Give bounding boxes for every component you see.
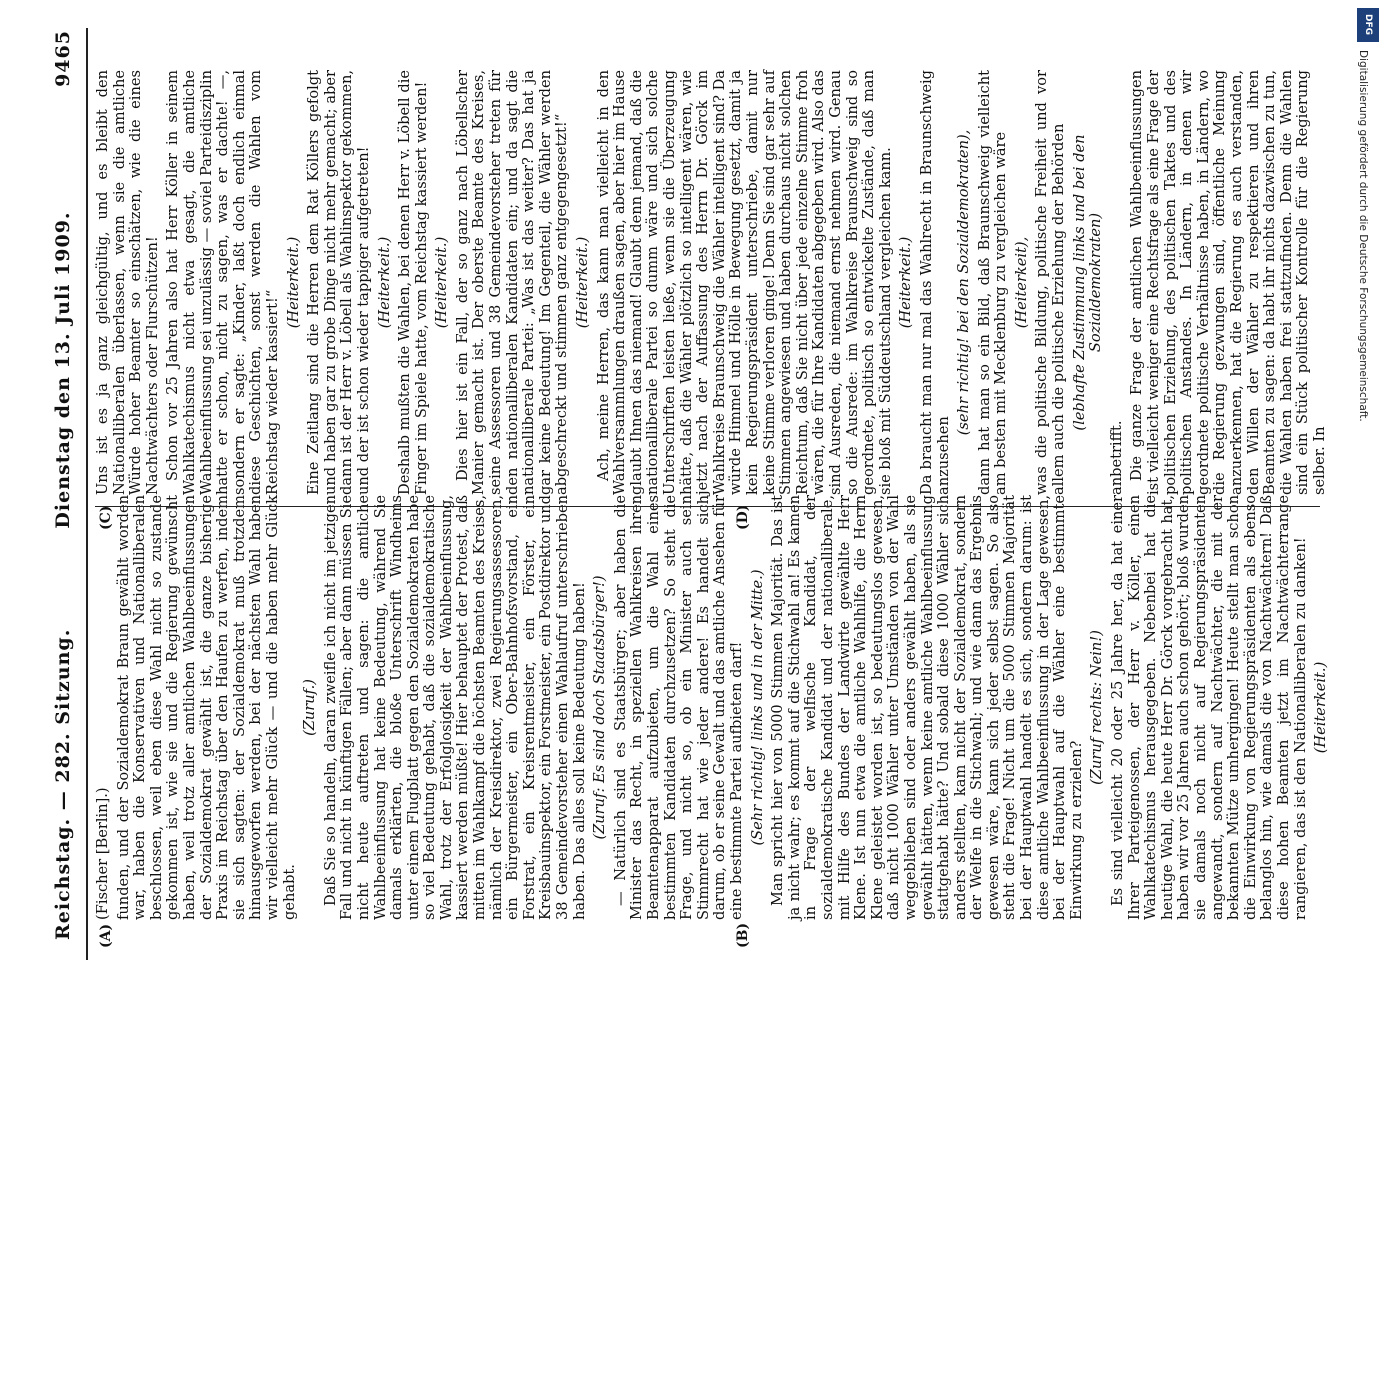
stage-direction: (lebhafte Zustimmung links und bei den Sozialdemokraten) bbox=[1070, 134, 1105, 431]
paragraph: Da braucht man nur mal das Wahlrecht in Braunschweig anzusehen bbox=[917, 70, 952, 495]
column-separator bbox=[95, 506, 1320, 507]
stage-direction: (Heiterkeit.) bbox=[433, 236, 451, 329]
paragraph: Daß Sie so handeln, daran zweifle ich nicht im jetzigen Fall und nicht in künftigen Fällen; aber dann müssen Sie nicht heute auftreten und sagen: die amtliche Wahlbeeinflussung hat keine Bedeutung, während Sie damals erklärten, die bloße Unterschrift Windheims unter einem Flugblatt gegen den Sozialdemokraten habe so viel Bedeutung gehabt, daß die sozialdemokratische Wahl, trotz der Erfolglosigkeit der Wahlbeeinflussung, kassiert werden müßte! Hier behauptet der Protest, daß mitten im Wahlkampf die höchsten Beamten des Kreises, nämlich der Kreisdirektor, zwei Regierungsassessoren, ein Bürgermeister, ein Ober-Bahnhofsvorstand, ein Forstrat, ein Kreisrentmeister, ein Förster, ein Kreisbauinspektor, ein Forstmeister, ein Postdirektor und 38 Gemeindevorsteher einen Wahlaufruf unterschrieben haben. Das alles soll keine Bedeutung haben! bbox=[321, 495, 588, 920]
paragraph: Es sind vielleicht 20 oder 25 Jahre her, da hat einer Ihrer Parteigenossen, der Herr v. Köller, einen Wahlkatechismus herausgegeben. Nebenbei hat die heutige Wahl, die heute Herr Dr. Görck vorgebracht hat, haben wir vor 25 Jahren auch schon gehört; bloß wurden sie damals noch nicht auf Regierungspräsidenten angewandt, sondern auf Nachtwächter, die mit der bekannten Mütze umhergingen! Heute stellt man schon die Einwirkung von Regierungspräsidenten als ebenso belanglos hin, wie damals die von Nachtwächtern! Daß diese hohen Beamten jetzt im Nachtwächterrange rangieren, das ist den Nationalliberalen zu danken! bbox=[1109, 495, 1309, 920]
paragraph: dann hat man so ein Bild, daß Braunschweig vielleicht am besten mit Mecklenburg zu vergleichen wäre bbox=[975, 70, 1010, 495]
stage-direction: (sehr richtig! bei den Sozialdemokraten), bbox=[955, 129, 973, 436]
header-rule bbox=[86, 28, 88, 960]
paragraph: Uns ist es ja ganz gleichgültig, und es bleibt den Nationalliberalen überlassen, wenn sie die amtliche Würde hoher Beamter so einschätzen, wie die eines Nachtwächters oder Flurschützen! bbox=[94, 70, 161, 495]
stage-direction: (Sehr richtig! links und in der Mitte.) bbox=[748, 569, 766, 846]
stage-direction: (Heiterkeit.) bbox=[375, 236, 393, 329]
page-number: 9465 bbox=[52, 30, 74, 87]
stage-direction: (Zuruf.) bbox=[301, 679, 319, 736]
stage-direction: (Heiterkeit.) bbox=[574, 236, 592, 329]
paragraph: funden, und der Sozialdemokrat Braun gewählt worden war, haben die Konservativen und Nationalliberalen beschlossen, weil eben diese Wahl nicht so zustande gekommen ist, wie sie und die Regierung gewünscht haben, weil trotz aller amtlichen Wahlbeeinflussungen der Sozialdemokrat gewählt ist, die ganze bisherige Praxis im Reichstag über den Haufen zu werfen, indem sie sich sagten: der Sozialdemokrat muß trotzdem hinausgeworfen werden, bei der nächsten Wahl haben wir vielleicht mehr Glück — und die haben mehr Glück gehabt. bbox=[114, 495, 298, 920]
paragraph: — Natürlich sind es Staatsbürger; aber haben die Minister das Recht, in speziellen Wahlkreisen ihren Beamtenapparat aufzubieten, um die Wahl eines bestimmten Kandidaten durchzusetzen? So steht die Frage, und nicht so, ob ein Minister auch sein Stimmrecht hat wie jeder andere! Es handelt sich darum, ob er seine Gewalt und das amtliche Ansehen für eine bestimmte Partei aufbieten darf! bbox=[611, 495, 745, 920]
paragraph: Eine Zeitlang sind die Herren dem Rat Köllers gefolgt und haben gar zu grobe Dinge nicht mehr gemacht; aber dann ist der Herr v. Löbell als Wahlinspektor gekommen, und der ist schon wieder tappiger aufgetreten! bbox=[305, 70, 372, 495]
digitization-note bbox=[1357, 50, 1377, 1380]
stage-direction: (Zuruf: Es sind doch Staatsbürger!) bbox=[591, 575, 609, 840]
stage-direction: (Heiterkeit.) bbox=[284, 236, 302, 329]
paragraph: Deshalb mußten die Wahlen, bei denen Herr v. Löbell die Finger im Spiele hatte, vom Reichstag kassiert werden! bbox=[396, 70, 430, 495]
paragraph: anbetrifft. bbox=[1107, 420, 1125, 495]
stage-direction: (Heiterkeit), bbox=[1012, 236, 1030, 329]
running-head-date: Dienstag den 13. Juli 1909. bbox=[52, 211, 74, 529]
right-column bbox=[94, 70, 1328, 495]
speaker-label: (Fischer [Berlin].) bbox=[94, 787, 111, 920]
paragraph: was die politische Bildung, politische Freiheit und vor allem auch die politische Erziehung der Behörden bbox=[1033, 70, 1068, 495]
margin-marker-c: (C) bbox=[98, 505, 114, 530]
left-column bbox=[94, 495, 1330, 920]
stage-direction: (Heiterkeit.) bbox=[1312, 661, 1330, 754]
paragraph: Man spricht hier von 5000 Stimmen Majorität. Das ist ja nicht wahr; es kommt auf die Stichwahl an! Es kamen in Frage der welfische Kandidat, der sozialdemokratische Kandidat und der nationalliberale, mit Hilfe des Bundes der Landwirte gewählte Herr Klene. Ist nun etwa die amtliche Wahlhilfe, die Herrn Klene geleistet worden ist, so bedeutungslos gewesen, daß nicht 1000 Wähler unter Umständen von der Wahl weggeblieben sind oder anders gewählt haben, als sie gewählt hätten, wenn keine amtliche Wahlbeeinflussung stattgehabt hätte? Und sobald diese 1000 Wähler sich anders stellten, kam nicht der Sozialdemokrat, sondern der Welfe in die Stichwahl; und wie dann das Ergebnis gewesen wäre, kann sich jeder selbst sagen. So also steht die Frage! Nicht um die 5000 Stimmen Majorität bei der Hauptwahl handelt es sich, sondern darum: ist diese amtliche Wahlbeeinflussung in der Lage gewesen, bei der Hauptwahl auf die Wähler eine bestimmte Einwirkung zu erzielen? bbox=[769, 495, 1085, 920]
dfg-logo: DFG bbox=[1357, 8, 1379, 42]
paragraph: Die ganze Frage der amtlichen Wahlbeeinflussungen ist vielleicht weniger eine Rechtsfrage als eine Frage der politischen Erziehung, des politischen Taktes und des politischen Anstandes. In Ländern, in denen wir geordnete politische Verhältnisse haben, in Ländern, wo die Regierung gezwungen sind, öffentliche Meinung anzuerkennen, hat die Regierung es auch verstanden, den Willen der Wähler zu respektieren und ihren Beamten zu sagen: da habt ihr nichts dazwischen zu tun, die Wahlen haben frei stattzufinden. Denn die Wahlen sind ein Stück politischer Kontrolle für die Regierung selber. In bbox=[1128, 70, 1328, 495]
digitization-text: Digitalisierung gefördert durch die Deutsche Forschungsgemeinschaft. bbox=[1357, 50, 1369, 422]
paragraph: Ach, meine Herren, das kann man vielleicht in den Wahlversammlungen draußen sagen, aber hier im Hause glaubt Ihnen das niemand! Glaubt denn jemand, daß die nationalliberale Partei so dumm wäre und sich solche Unterschriften leisten ließe, wenn sie die Überzeugung hätte, daß die Wähler plötzlich so intelligent wären, wie jetzt nach der Auffassung des Herrn Dr. Görck im Wahlkreise Braunschweig die Wähler intelligent sind? Da würde Himmel und Hölle in Bewegung gesetzt, damit ja kein Regierungspräsident unterschriebe, damit nur keine Stimme verloren ginge! Denn Sie sind gar sehr auf Stimmen angewiesen und haben durchaus nicht solchen Reichtum, daß Sie nicht über jede einzelne Stimme froh wären, die für Ihre Kandidaten abgegeben wird. Also das sind Ausreden, die niemand ernst nehmen wird. Genau so die Ausrede: im Wahlkreise Braunschweig sind so geordnete, politisch so entwickelte Zustände, daß man sie bloß mit Süddeutschland vergleichen kann. bbox=[594, 70, 894, 495]
stage-direction: (Heiterkeit.) bbox=[897, 236, 915, 329]
margin-marker-b: (B) bbox=[735, 922, 751, 948]
margin-marker-a: (A) bbox=[98, 923, 114, 948]
margin-marker-d: (D) bbox=[735, 504, 751, 530]
running-head-left: Reichstag. — 282. Sitzung. bbox=[52, 628, 74, 940]
stage-direction: (Zuruf rechts: Nein!) bbox=[1088, 630, 1106, 785]
paragraph: Dies hier ist ein Fall, der so ganz nach Löbellscher Manier gemacht ist. Der oberste Beamte des Kreises, seine Assessoren und 38 Gemeindevorsteher treten für den nationalliberalen Kandidaten ein; und da sagt die nationalliberale Partei: „Was ist das weiter? Das hat ja gar keine Bedeutung! Im Gegenteil, die Wähler werden abgeschreckt und stimmen ganz entgegengesetzt!“ bbox=[453, 70, 571, 495]
paragraph: Schon vor 25 Jahren also hat Herr Köller in seinem Wahlkatechismus nicht etwa gesagt, die amtliche Wahlbeeinflussung sei unzulässig — soviel Parteidisziplin hatte er schon, nicht zu sagen, was er dachte! —, sondern er sagte: „Kinder, laßt doch endlich einmal diese Geschichten, sonst werden die Wahlen vom Reichstag wieder kassiert!“ bbox=[164, 70, 281, 495]
